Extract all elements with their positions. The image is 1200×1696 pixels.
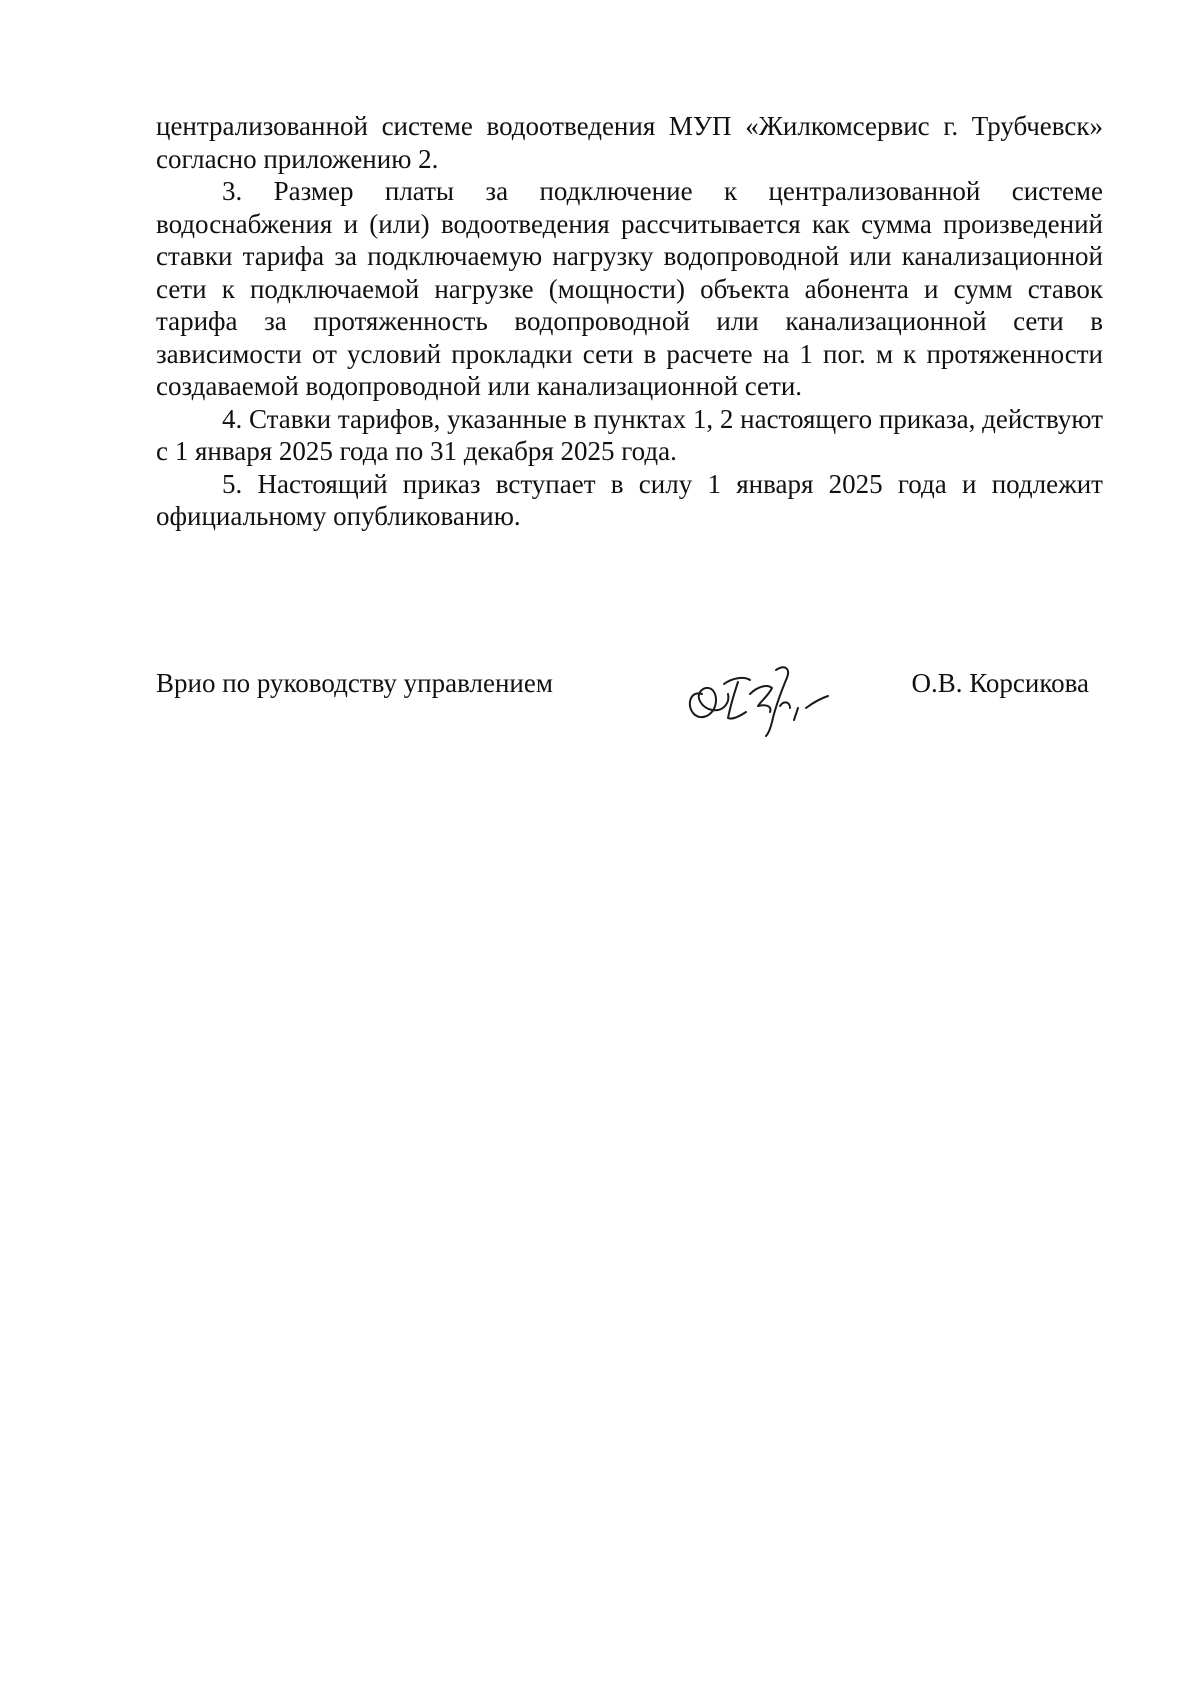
paragraph-continuation: централизованной системе водоотведения МУП «Жилкомсервис г. Трубчевск» согласно приложению 2.	[156, 111, 1103, 174]
document-body	[156, 110, 1103, 533]
paragraph-item-4: 4. Ставки тарифов, указанные в пунктах 1, 2 настоящего приказа, действуют с 1 января 2025 года по 31 декабря 2025 года.	[156, 403, 1103, 466]
signer-name: О.В. Корсикова	[911, 668, 1089, 698]
signature-block	[156, 650, 1103, 740]
handwritten-signature-icon	[672, 650, 852, 740]
paragraph-item-3: 3. Размер платы за подключение к централизованной системе водоснабжения и (или) водоотведения рассчитывается как сумма произведений ставки тарифа за подключаемую нагрузку водопроводной или канализационной сети к подключаемой нагрузке (мощности) объекта абонента и сумм ставок тарифа за протяженность водопроводной или канализационной сети в зависимости от условий прокладки сети в расчете на 1 пог. м к протяженности создаваемой водопроводной или канализационной сети.	[156, 176, 1103, 401]
paragraph-item-5: 5. Настоящий приказ вступает в силу 1 января 2025 года и подлежит официальному опубликованию.	[156, 468, 1103, 531]
signer-title: Врио по руководству управлением	[156, 668, 553, 698]
